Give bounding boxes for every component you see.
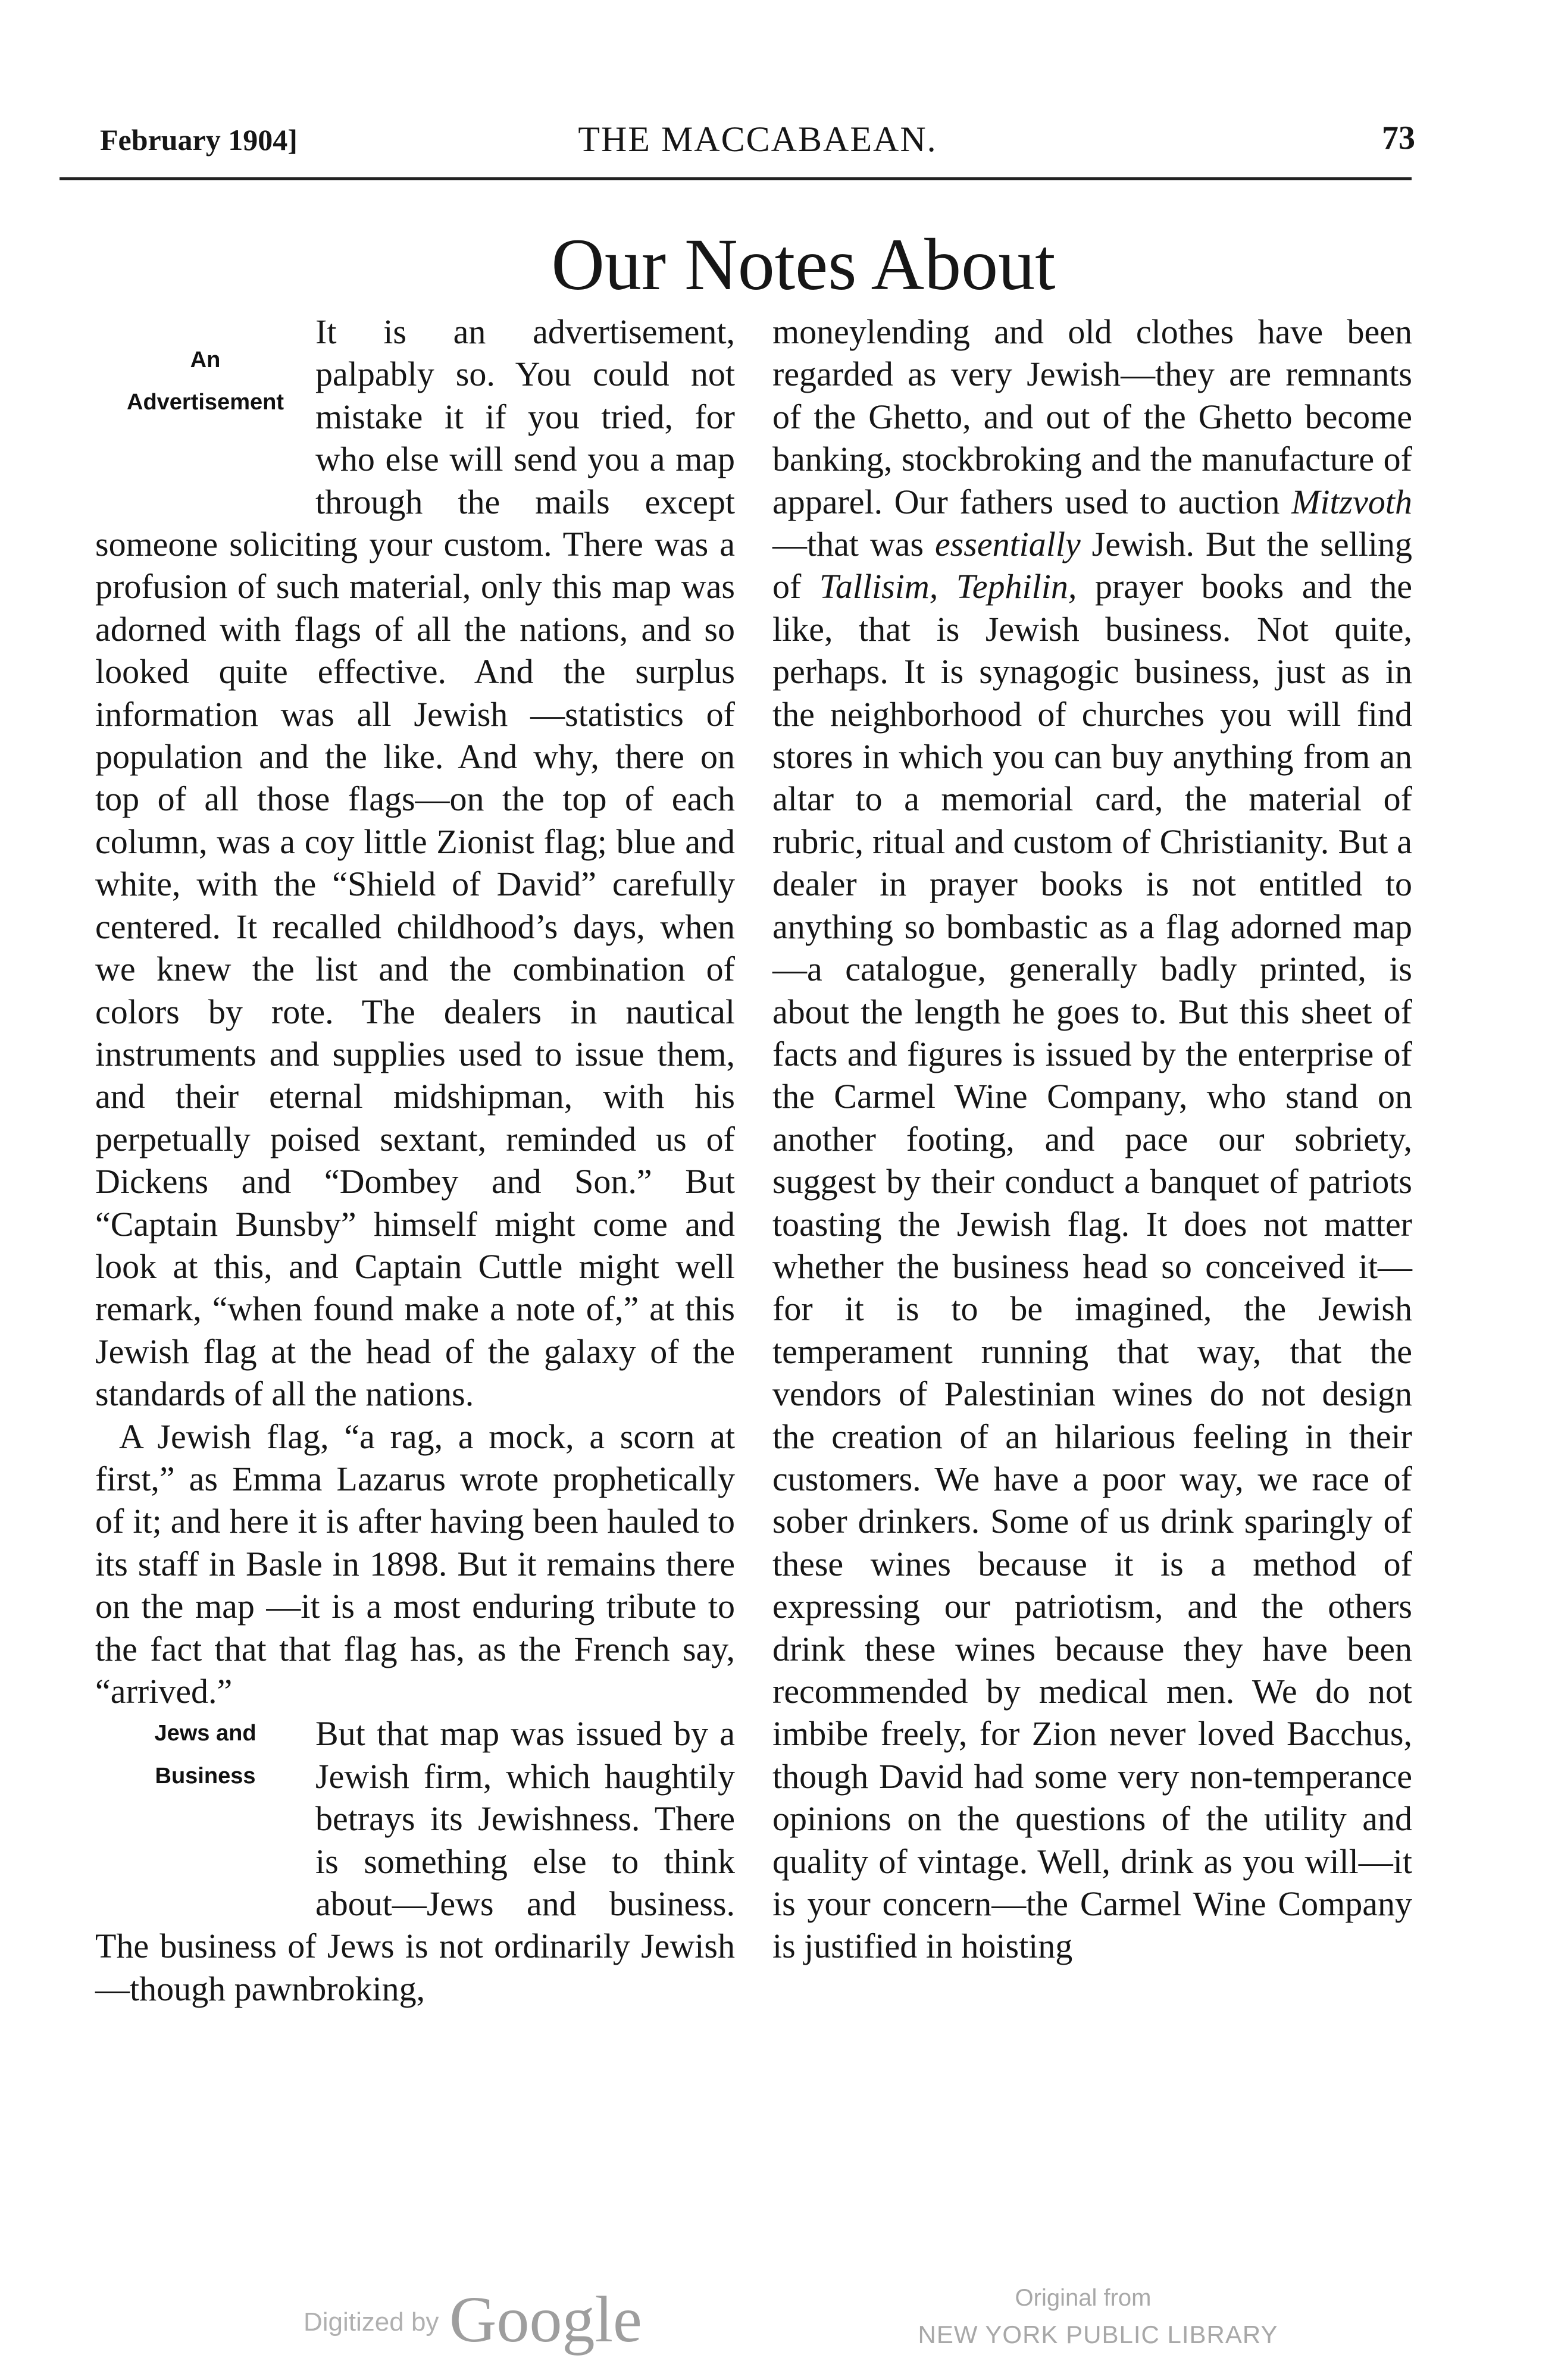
header-date: February 1904]	[100, 123, 298, 156]
header-rule	[60, 177, 1412, 180]
paragraph: But that map was issued by a Jewish firm, which haughtily betrays its Jewishness. There is something else to think about—Jews and business. The business of Jews is not ordinarily Jewish—though pawnbroking,	[95, 1714, 735, 2008]
right-column	[772, 311, 1412, 1968]
left-column	[95, 311, 735, 2010]
side-note-line: Business	[155, 1763, 256, 1789]
paragraph: It is an advertisement, palpably so. You could not mistake it if you tried, for who else will send you a map through the mails except someone soliciting your custom. There was a profusion of such material, only this map was adorned with flags of all the nations, and so looked quite effective. And the surplus information was all Jewish —statistics of population and the like. And why, there on top of all those flags—on the top of each column, was a coy little Zionist flag; blue and white, with the “Shield of David” carefully centered. It recalled childhood’s days, when we knew the list and the combination of colors by rote. The dealers in nautical instruments and supplies used to issue them, and their eternal midshipman, with his perpetually poised sextant, reminded us of Dickens and “Dombey and Son.” But “Captain Bunsby” himself might come and look at this, and Captain Cuttle might well remark, “when found make a note of,” at this Jewish flag at the head of the galaxy of the standards of all the nations.	[95, 312, 735, 1414]
header-page-number: 73	[1382, 120, 1415, 156]
header-journal-title: THE MACCABAEAN.	[578, 120, 937, 159]
library-name: NEW YORK PUBLIC LIBRARY	[918, 2320, 1278, 2348]
paragraph-continued	[772, 311, 1412, 1968]
original-from-label: Original from	[1015, 2285, 1152, 2311]
paragraph: A Jewish flag, “a rag, a mock, a scorn at first,” as Emma Lazarus wrote prophetically of it; and here it is after having been hauled to its staff in Basle in 1898. But it remains there on the map —it is a most enduring tribute to the fact that that flag has, as the French say, “arrived.”	[95, 1417, 735, 1711]
article-title: Our Notes About	[551, 224, 1056, 305]
italic-run: Tallisim, Tephilin,	[819, 567, 1077, 606]
text-run: Jewish. But the selling of	[772, 525, 1413, 606]
google-logo: Google	[449, 2283, 642, 2356]
text-run: prayer books and the like, that is Jewish business. Not quite, perhaps. It is synagogic business, just as in the neighborhood of churches you will find stores in which you can buy anything from an altar to a memorial card, the material of rubric, ritual and custom of Christianity. But a dealer in prayer books is not entitled to anything so bombastic as a flag adorned map—a catalogue, generally badly printed, is about the length he goes to. But this sheet of facts and figures is issued by the enterprise of the Carmel Wine Company, who stand on another footing, and pace our sobriety, suggest by their conduct a banquet of patriots toasting the Jewish flag. It does not matter whether the business head so conceived it—for it is to be imagined, the Jewish temperament running that way, that the vendors of Palestinian wines do not design the creation of an hilarious feeling in their customers. We have a poor way, we race of sober drinkers. Some of us drink sparingly of these wines because it is a method of expressing our patriotism, and the others drink these wines because they have been recommended by medical men. We do not imbibe freely, for Zion never loved Bacchus, though David had some very non-temperance opinions on the questions of the utility and quality of vintage. Well, drink as you will—it is your concern—the Carmel Wine Company is justified in hoisting	[772, 567, 1412, 1966]
running-header	[100, 117, 1415, 170]
digitized-by-label: Digitized by	[304, 2307, 439, 2337]
italic-run: essentially	[934, 525, 1081, 564]
text-run: —that was	[772, 525, 935, 564]
italic-run: Mitzvoth	[1291, 482, 1412, 521]
digitization-footer	[0, 2261, 1558, 2356]
side-note-line: Advertisement	[127, 390, 284, 415]
side-note-line: Jews and	[154, 1721, 256, 1746]
side-note-line: An	[190, 347, 221, 372]
text-run: moneylending and old clothes have been regarded as very Jewish—they are remnants of the Ghetto, and out of the Ghetto become banking, stockbroking and the manufacture of apparel. Our fathers used to auction	[772, 312, 1412, 521]
side-note-advertisement	[95, 339, 315, 509]
side-note-jews-and-business	[95, 1712, 315, 1883]
